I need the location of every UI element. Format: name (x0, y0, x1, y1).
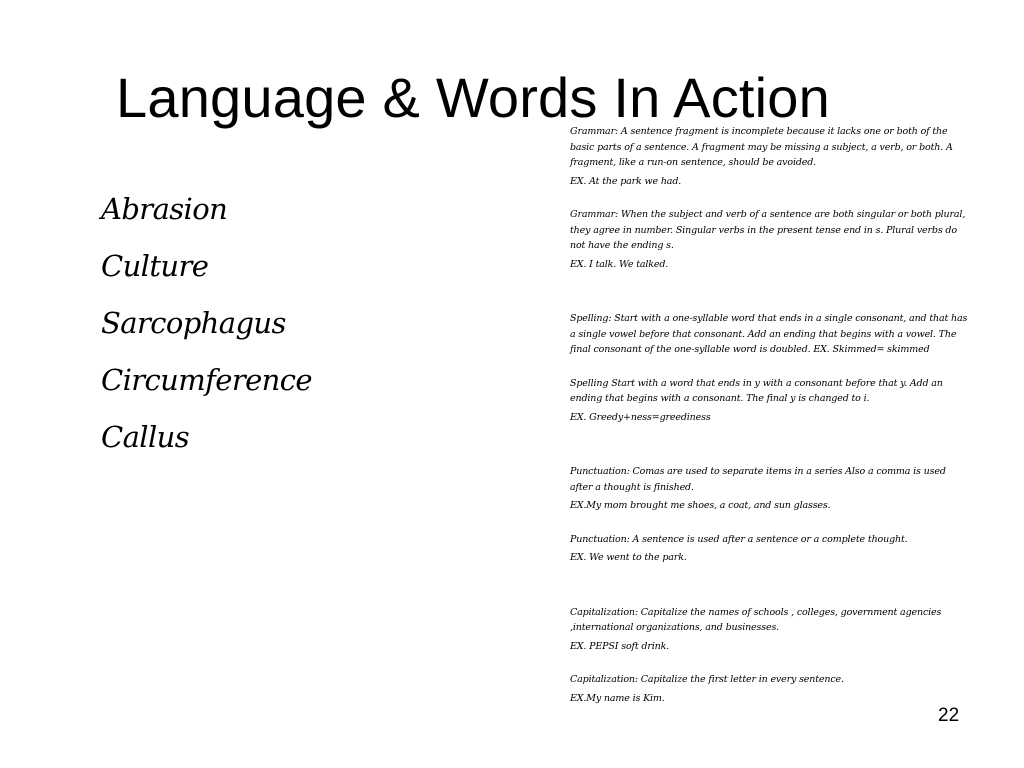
capitalization-example-names: EX. PEPSI soft drink. (570, 640, 670, 652)
capitalization-rule-first-letter: Capitalization: Capitalize the first letter in every sentence. (570, 674, 844, 685)
capitalization-rule-names: Capitalization: Capitalize the names of schools , colleges, government agencies ,international organizations, and businesses. (570, 606, 942, 633)
grammar-rule-fragment: Grammar: A sentence fragment is incomplete because it lacks one or both of the basic parts of a sentence. A fragment may be missing a subject, a verb, or both. A fragment, like a run-on sentence, should be avoided. (570, 126, 953, 168)
spacer (570, 569, 970, 605)
vocabulary-word: Callus (101, 420, 189, 454)
punctuation-example-commas: EX.My mom brought me shoes, a coat, and sun glasses. (570, 500, 831, 511)
punctuation-example-period: EX. We went to the park. (570, 552, 687, 563)
slide-title: Language & Words In Action (116, 66, 830, 129)
punctuation-rule-period: Punctuation: A sentence is used after a sentence or a complete thought. (570, 533, 908, 545)
spacer (570, 428, 970, 464)
spelling-example-y-to-i: EX. Greedy+ness=greediness (570, 411, 711, 423)
spacer (570, 517, 970, 532)
spelling-rule-y-to-i: Spelling Start with a word that ends in y with a consonant before that y. Add an ending that begins with a consonant. The final y is changed to i. (570, 377, 943, 404)
vocabulary-list (101, 184, 312, 469)
grammar-example-fragment: EX. At the park we had. (570, 175, 682, 187)
spacer (570, 657, 970, 672)
grammar-rule-agreement: Grammar: When the subject and verb of a sentence are both singular or both plural, they agree in number. Singular verbs in the present tense end in s. Plural verbs do not have the ending s. (570, 209, 966, 251)
vocabulary-word: Sarcophagus (101, 306, 286, 340)
spacer (570, 192, 970, 207)
punctuation-rule-commas: Punctuation: Comas are used to separate items in a series Also a comma is used after a thought is finished. (570, 466, 946, 493)
spacer (570, 275, 970, 311)
page-number: 22 (938, 705, 960, 726)
grammar-example-agreement: EX. I talk. We talked. (570, 258, 669, 270)
capitalization-example-first-letter: EX.My name is Kim. (570, 692, 665, 704)
vocabulary-word: Circumference (101, 363, 312, 397)
spacer (570, 361, 970, 376)
rules-notes (570, 124, 970, 709)
vocabulary-word: Culture (101, 249, 209, 283)
spelling-rule-doubling: Spelling: Start with a one-syllable word that ends in a single consonant, and that has a single vowel before that consonant. Add an ending that begins with a vowel. The final consonant of the one-syllable word is doubled. EX. Skimmed= skimmed (570, 313, 968, 355)
vocabulary-word: Abrasion (101, 192, 228, 226)
